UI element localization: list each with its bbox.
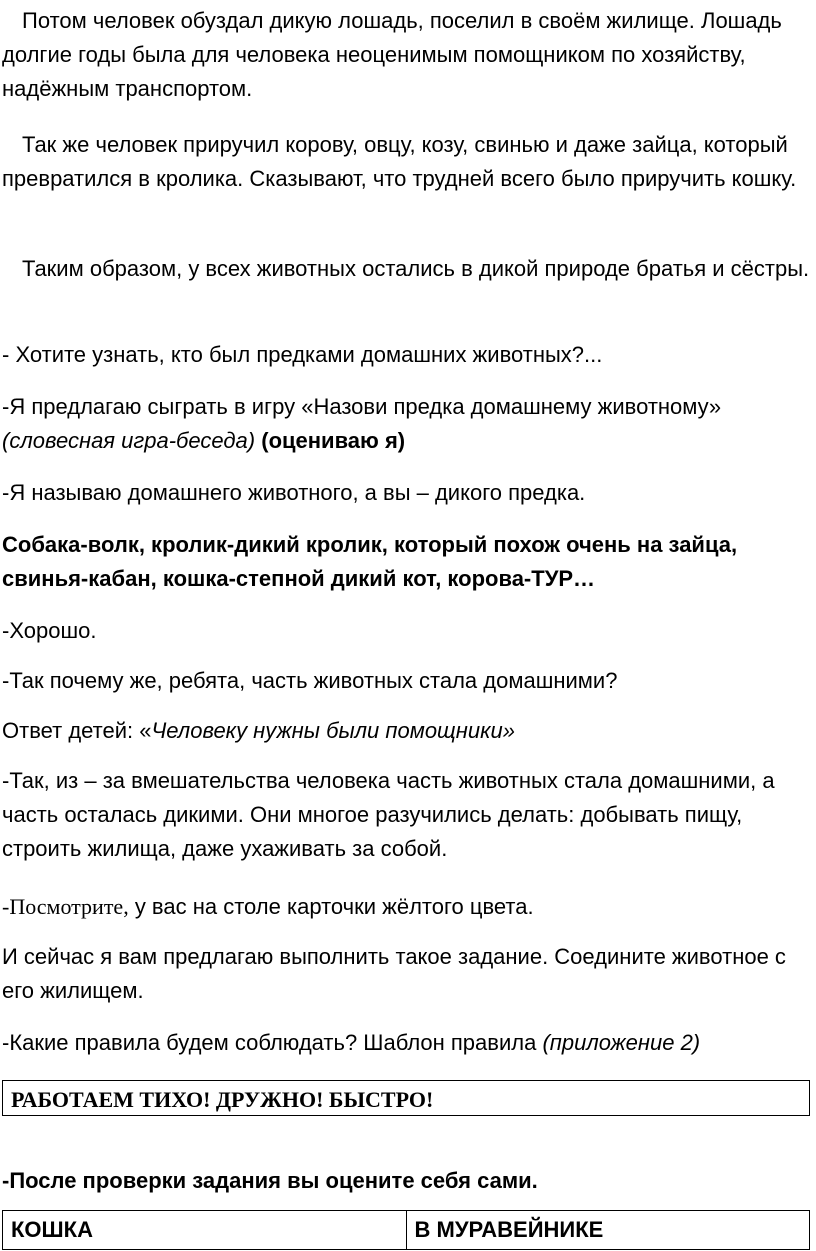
paragraph-question-ancestors: - Хотите узнать, кто был предками домашних животных?... [2,342,603,367]
paragraph-self-assessment: -После проверки задания вы оцените себя сами. [2,1168,538,1193]
yellow-cards-text: у вас на столе карточки жёлтого цвета. [128,894,534,919]
matching-table [2,1210,810,1250]
paragraph-horse: Потом человек обуздал дикую лошадь, поселил в своём жилище. Лошадь долгие годы была для человека неоценимым помощником по хозяйству, надёжным транспортом. [2,8,782,101]
table-cell-animal: КОШКА [11,1217,93,1242]
paragraph-yellow-cards [2,890,814,924]
game-type-note: (словесная игра-беседа) [2,428,256,453]
table-cell-dwelling: В МУРАВЕЙНИКЕ [406,1211,810,1249]
assessment-note: (оцениваю я) [255,428,406,453]
paragraph-human-influence: -Так, из – за вмешательства человека часть животных стала домашними, а часть осталась дикими. Они многое разучились делать: добывать пищу, строить жилища, даже ухаживать за собой. [2,768,775,861]
paragraph-children-answer [2,714,814,748]
rule-template-text: РАБОТАЕМ ТИХО! ДРУЖНО! БЫСТРО! [11,1087,434,1112]
answer-quote-end: » [502,718,515,743]
paragraph-game-rules: -Я называю домашнего животного, а вы – дикого предка. [2,480,586,505]
paragraph-wild-relatives: Таким образом, у всех животных остались в дикой природе братья и сёстры. [22,256,810,281]
paragraph-task: И сейчас я вам предлагаю выполнить такое задание. Соедините животное с его жилищем. [2,944,786,1003]
game-offer-text: -Я предлагаю сыграть в игру «Назови предка домашнему животному» [2,394,722,419]
appendix-note: (приложение 2) [542,1030,701,1055]
answer-prefix: Ответ детей: « [2,718,152,743]
rule-template-box [2,1080,810,1116]
answer-text: Человеку нужны были помощники [151,718,503,743]
look-word: -Посмотрите, [2,894,129,919]
paragraph-why-question: -Так почему же, ребята, часть животных стала домашними? [2,668,618,693]
paragraph-rules-question [2,1026,814,1060]
paragraph-game-offer [2,390,814,458]
paragraph-domestication: Так же человек приручил корову, овцу, козу, свинью и даже зайца, который превратился в кролика. Сказывают, что трудней всего было приручить кошку. [2,132,797,191]
rules-question-text: -Какие правила будем соблюдать? Шаблон правила [2,1030,543,1055]
paragraph-good: -Хорошо. [2,618,97,643]
paragraph-animal-pairs: Собака-волк, кролик-дикий кролик, который похож очень на зайца, свинья-кабан, кошка-степной дикий кот, корова-ТУР… [2,532,738,591]
